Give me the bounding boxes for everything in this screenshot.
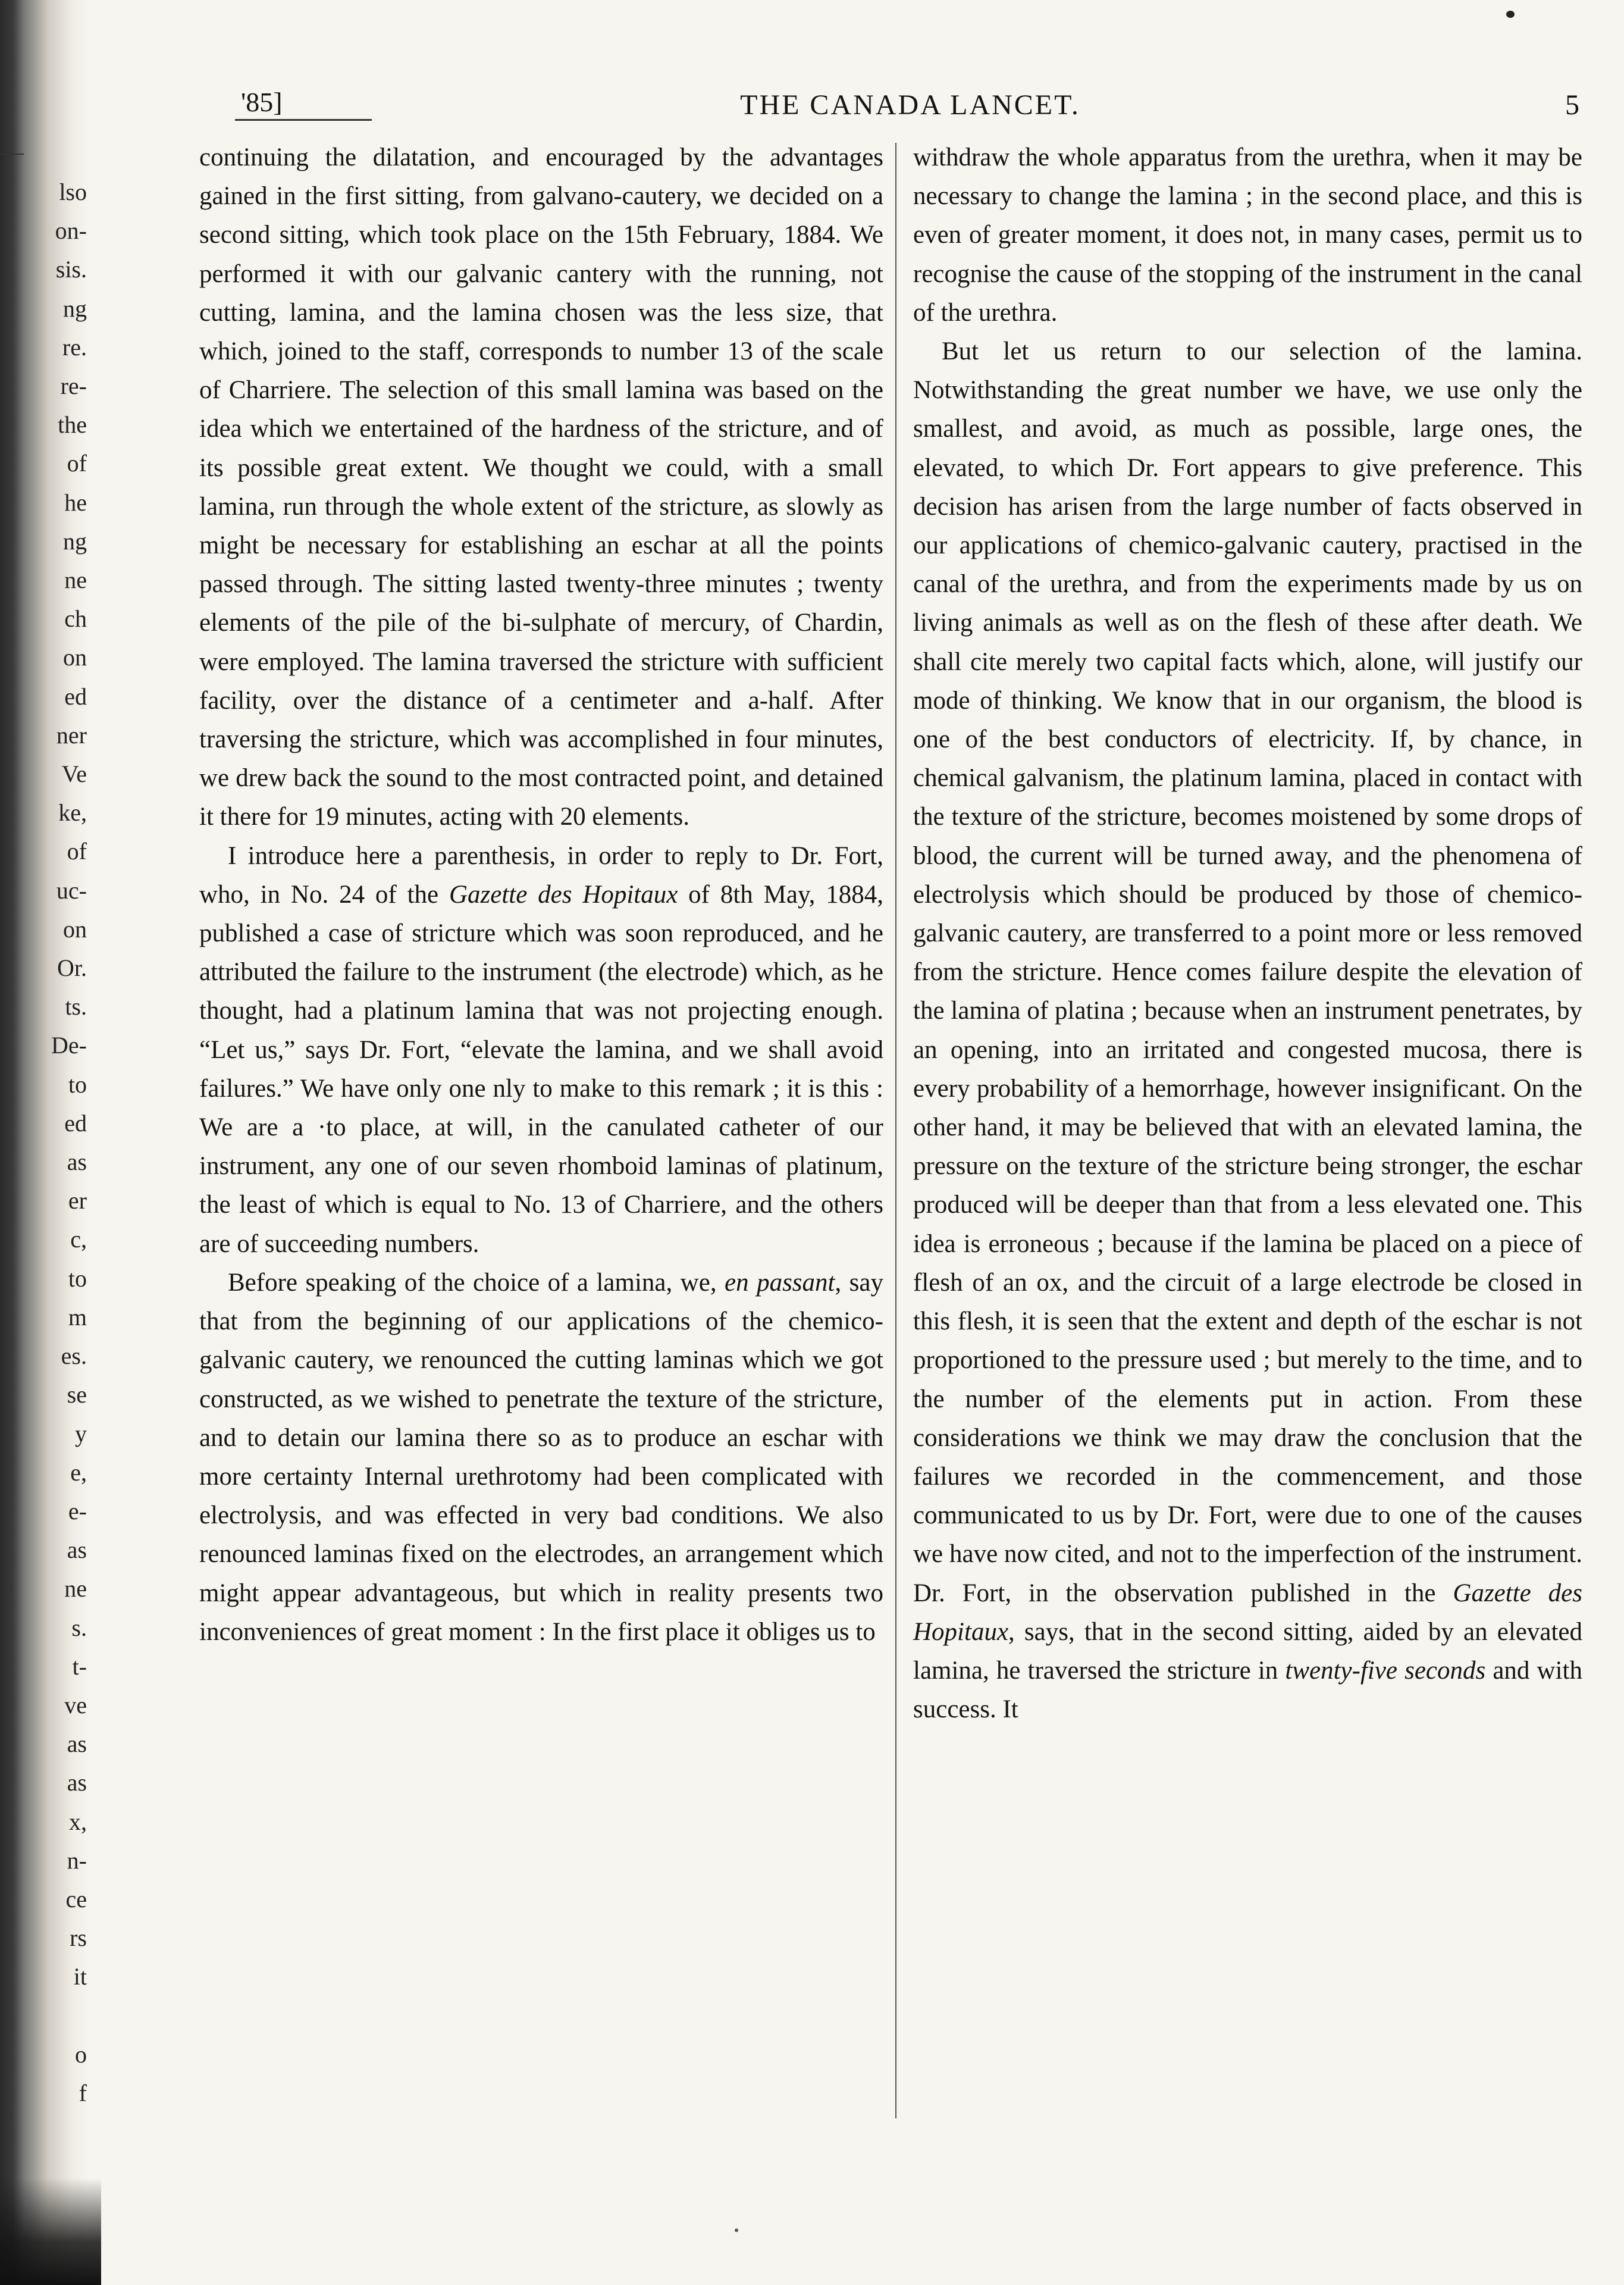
- adjacent-page-fragment: ce: [65, 1885, 87, 1912]
- adjacent-page-fragment: y: [75, 1420, 87, 1447]
- adjacent-page-fragment: as: [67, 1536, 87, 1564]
- adjacent-page-fragment: on: [63, 915, 87, 943]
- publication-title: Gazette des Hopitaux: [449, 880, 678, 909]
- adjacent-page-fragment: as: [67, 1769, 87, 1796]
- text-run: of 8th May, 1884, published a case of stricture which was soon reproduced, and he attributed the failure to the instrument (the electrode) which, as he thought, had a platinum lamina that was not projecting enough. “Let us,” says Dr. Fort, “elevate the lamina, and we shall avoid failures.” We have only one nly to make to this remark ; it is this : We are a ·to place, at will, in the canulated catheter of our instrument, any one of our seven rhomboid laminas of platinum, the least of which is equal to No. 13 of Charriere, and the others are of succeeding numbers.: [199, 880, 884, 1258]
- adjacent-page-fragment: Ve: [61, 760, 87, 788]
- running-head: [241, 86, 1579, 134]
- adjacent-page-fragment: Or.: [57, 954, 87, 982]
- column-divider: [895, 143, 896, 2118]
- adjacent-page-fragment: ng: [63, 295, 87, 322]
- italic-phrase: en passant: [725, 1268, 835, 1297]
- adjacent-page-fragment: e,: [70, 1458, 87, 1486]
- adjacent-page-fragment: ng: [63, 527, 87, 555]
- adjacent-page-fragment: c,: [70, 1226, 87, 1253]
- publication-title: Gazette des Hopitaux: [913, 1579, 1582, 1646]
- adjacent-page-fragment: [0, 1996, 87, 2035]
- adjacent-page-fragment: se: [67, 1381, 87, 1408]
- text-run: , says, that in the second sitting, aided by an elevated lamina, he traversed the stricture in: [913, 1617, 1582, 1685]
- adjacent-page-fragment: on: [63, 644, 87, 671]
- italic-phrase: twenty-five seconds: [1285, 1656, 1486, 1685]
- right-column: [913, 138, 1582, 1729]
- text-run: I introduce here a parenthesis, in order to reply to Dr. Fort, who, in No. 24 of the: [199, 841, 883, 909]
- journal-title: THE CANADA LANCET.: [740, 89, 1080, 121]
- adjacent-page-fragment: uc-: [56, 877, 87, 904]
- adjacent-page-fragment: lso: [59, 179, 87, 205]
- page-number: 5: [1565, 89, 1579, 121]
- text-run: But let us return to our selection of the lamina. Notwithstanding the great number we have, we use only the smallest, and avoid, as much as possible, large ones, the elevated, to which Dr. Fort appears to give preference. This decision has arisen from the large number of facts observed in our applications of chemico-galvanic cautery, practised in the canal of the urethra, and from the experiments made by us on living animals as well as on the flesh of these after death. We shall cite merely two capital facts which, alone, will justify our mode of thinking. We know that in our organism, the blood is one of the best conductors of electricity. If, by chance, in chemical galvanism, the platinum lamina, placed in contact with the texture of the stricture, becomes moistened by some drops of blood, the current will be turned away, and the phenomena of electrolysis which should be produced by those of chemico-galvanic cautery, are transferred to a point more or less removed from the stricture. Hence comes failure despite the elevation of the lamina of platina ; because when an instrument penetrates, by an opening, into an irritated and congested mucosa, there is every probability of a hemorrhage, however insignificant. On the other hand, it may be believed that with an elevated lamina, the pressure on the texture of the stricture being stronger, the eschar produced will be deeper than that from a less elevated one. This idea is erroneous ; because if the lamina be placed on a piece of flesh of an ox, and the circuit of a large electrode be closed in this flesh, it is seen that the extent and depth of the eschar is not proportioned to the pressure used ; but merely to the time, and to the number of the elements put in action. From these considerations we think we may draw the conclusion that the failures we recorded in the commencement, and those communicated to us by Dr. Fort, were due to one of the causes we have now cited, and not to the imperfection of the instrument. Dr. Fort, in the observation published in the: [913, 337, 1582, 1607]
- adjacent-page-column-fragments: [0, 173, 89, 2112]
- adjacent-page-fragment: of: [67, 450, 87, 477]
- adjacent-page-fragment: f: [79, 2079, 87, 2106]
- text-run: and with success. It: [913, 1656, 1582, 1724]
- adjacent-page-fragment: as: [67, 1148, 87, 1176]
- adjacent-page-fragment: ne: [64, 566, 87, 594]
- scan-edge-shadow: [0, 2178, 101, 2285]
- adjacent-page-fragment: o: [75, 2040, 87, 2068]
- adjacent-page-fragment: re.: [62, 333, 87, 361]
- paragraph: [199, 1263, 883, 1651]
- adjacent-page-fragment: ke,: [58, 799, 87, 827]
- adjacent-page-fragment: ed: [64, 683, 87, 710]
- adjacent-page-fragment: ve: [64, 1691, 87, 1719]
- adjacent-page-fragment: t-: [72, 1652, 87, 1680]
- adjacent-page-fragment: m: [68, 1303, 87, 1331]
- paragraph: [913, 332, 1582, 1729]
- paragraph: [199, 837, 883, 1263]
- adjacent-page-fragment: s.: [71, 1614, 87, 1641]
- adjacent-page-fragment: es.: [61, 1342, 87, 1370]
- ink-speck: [735, 2228, 738, 2232]
- adjacent-page-fragment: ch: [64, 605, 87, 633]
- text-run: Before speaking of the choice of a lamina, we,: [228, 1268, 725, 1297]
- text-run: , say that from the beginning of our applications of the chemico-galvanic cautery, we renounced the cutting laminas which we got constructed, as we wished to penetrate the texture of the stricture, and to detain our lamina there so as to produce an eschar with more certainty Internal urethrotomy had been complicated with electrolysis, and was effected in very bad conditions. We also renounced laminas fixed on the electrodes, an arrangement which might appear advantageous, but which in reality presents two inconveniences of great moment : In the first place it obliges us to: [199, 1268, 884, 1646]
- adjacent-page-fragment: ts.: [65, 993, 87, 1021]
- header-rule: [235, 119, 372, 121]
- adjacent-page-fragment: of: [67, 838, 87, 865]
- adjacent-page-fragment: x,: [69, 1808, 87, 1835]
- adjacent-page-fragment: ner: [56, 721, 87, 749]
- running-head-year: '85]: [241, 87, 283, 117]
- paragraph: withdraw the whole apparatus from the urethra, when it may be necessary to change the lamina ; in the second place, and this is even of greater moment, it does not, in many cases, permit us to recognise the cause of the stopping of the instrument in the canal of the urethra.: [913, 143, 1582, 327]
- adjacent-page-fragment: ne: [64, 1575, 87, 1602]
- adjacent-page-fragment: on-: [55, 217, 87, 245]
- left-column: [199, 138, 883, 1651]
- adjacent-page-fragment: the: [58, 411, 87, 439]
- adjacent-page-fragment: De-: [51, 1032, 87, 1059]
- adjacent-page-fragment: re-: [60, 373, 87, 400]
- adjacent-page-fragment: sis.: [55, 256, 87, 283]
- ink-speck: [1506, 11, 1515, 18]
- adjacent-page-rule: [0, 154, 24, 155]
- paragraph: continuing the dilatation, and encouraged by the advantages gained in the first sitting, from galvano-cautery, we decided on a second sitting, which took place on the 15th February, 1884. We performed it with our galvanic cantery with the running, not cutting, lamina, and the lamina chosen was the less size, that which, joined to the staff, corresponds to number 13 of the scale of Charriere. The selection of this small lamina was based on the idea which we entertained of the hardness of the stricture, and of its possible great extent. We thought we could, with a small lamina, run through the whole extent of the stricture, as slowly as might be necessary for establishing an eschar at all the points passed through. The sitting lasted twenty-three minutes ; twenty elements of the pile of the bi-sulphate of mercury, of Chardin, were employed. The lamina traversed the stricture with sufficient facility, over the distance of a centimeter and a-half. After traversing the stricture, which was accomplished in four minutes, we drew back the sound to the most contracted point, and detained it there for 19 minutes, acting with 20 elements.: [199, 143, 883, 831]
- adjacent-page-fragment: as: [67, 1730, 87, 1758]
- adjacent-page-fragment: rs: [70, 1924, 87, 1952]
- adjacent-page-fragment: er: [68, 1187, 87, 1215]
- adjacent-page-fragment: e-: [68, 1497, 87, 1525]
- adjacent-page-fragment: to: [68, 1264, 87, 1292]
- adjacent-page-fragment: ed: [64, 1109, 87, 1137]
- adjacent-page-fragment: he: [64, 489, 87, 516]
- adjacent-page-fragment: to: [68, 1070, 87, 1098]
- adjacent-page-fragment: it: [73, 1963, 87, 1990]
- adjacent-page-fragment: n-: [67, 1846, 87, 1874]
